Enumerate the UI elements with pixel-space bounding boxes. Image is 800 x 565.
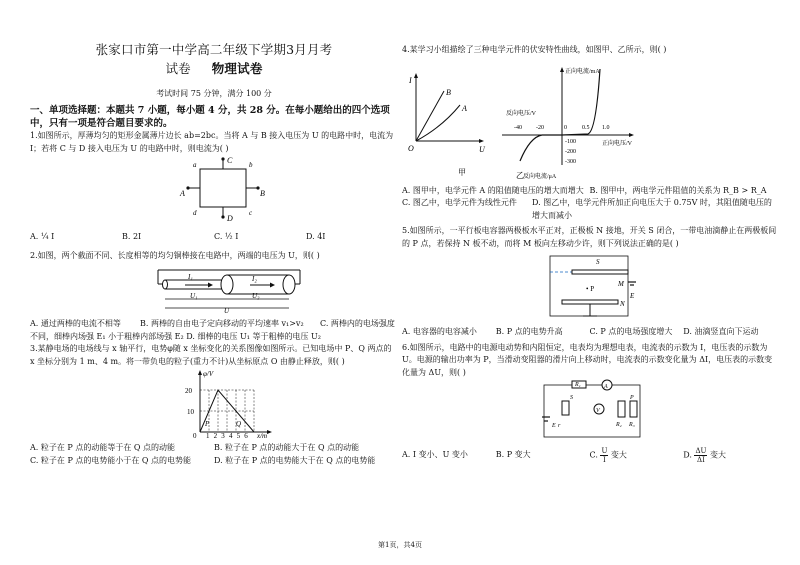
- q6-option-c[interactable]: [590, 447, 684, 464]
- plate-m-label: M: [618, 280, 624, 288]
- title-line-2: [30, 59, 398, 78]
- yi-tick-n100: -100: [565, 138, 576, 145]
- yi-tick-n20: -20: [536, 124, 544, 131]
- question-4-options-row2: [402, 197, 777, 222]
- question-1-figure: [30, 155, 398, 227]
- yi-caption: 乙: [516, 170, 524, 180]
- q6-option-a[interactable]: A. I 变小、U 变小: [402, 450, 468, 460]
- q6-c-numerator: U: [601, 447, 608, 455]
- q6-c-denominator: I: [603, 456, 606, 464]
- phi-axis-arrow: [198, 370, 202, 375]
- jia-caption: 甲: [458, 167, 466, 177]
- label-d-upper: D: [227, 214, 233, 223]
- question-2-figure: [30, 262, 398, 314]
- question-4-options-row1: [402, 185, 777, 198]
- q1-option-d[interactable]: D. 4I: [306, 232, 326, 241]
- label-c-lower: c: [249, 209, 253, 217]
- question-6-text: 6.如图所示，电路中的电源电动势和内阻恒定，电表均为理想电表，电流表的示数为 I，电压表的示数为 U。电源的输出功率为 P，当滑动变阻器的滑片向上移动时，电流表的示数变化量为 ΔI，电压表的示数变化量为 ΔU，则( ): [402, 342, 773, 377]
- exam-title: [30, 40, 398, 78]
- jia-i-label: I: [409, 75, 412, 85]
- label-b-lower: b: [249, 161, 253, 169]
- label-r3: R₃: [629, 422, 635, 428]
- q2-option-c[interactable]: C. 两棒内的电场强度: [320, 319, 395, 328]
- x-label: x/m: [257, 432, 268, 438]
- phi-label: φ/V: [203, 370, 214, 378]
- label-d-lower: d: [193, 209, 197, 217]
- yi-tick-0: 0: [564, 124, 567, 131]
- q2-options-row2[interactable]: 不同，细棒内场强 E₁ 小于粗棒内部场强 E₂ D. 细棒的电压 U₁ 等于粗棒的电压 U₂: [30, 331, 322, 341]
- yi-neg-v-label: 反向电压/V: [506, 110, 537, 117]
- q6-d-denominator: ΔI: [697, 456, 705, 464]
- thick-rod-end: [283, 275, 295, 294]
- figure-yi: [502, 67, 634, 180]
- plate-n: [562, 300, 618, 304]
- question-3-figure: [30, 368, 398, 438]
- label-u1: U₁: [190, 292, 198, 300]
- q5-option-a[interactable]: A. 电容器的电容减小: [402, 327, 477, 336]
- terminal-c-dot: [221, 157, 224, 160]
- yi-top-label: 正向电流/mA: [565, 68, 600, 75]
- thick-rod-front: [221, 275, 233, 294]
- rheostat-r3: [630, 401, 637, 417]
- label-s: S: [570, 395, 573, 401]
- point-p: P: [205, 420, 210, 428]
- q6-d-fraction: [694, 447, 707, 464]
- question-5-options: [402, 326, 777, 339]
- q6-option-b[interactable]: B. P 变大: [495, 450, 531, 460]
- q4-option-a[interactable]: A. 图甲中，电学元件 A 的阻值随电压的增大而增大: [402, 185, 584, 195]
- thin-rod-end: [163, 280, 168, 289]
- label-r: r: [558, 423, 561, 429]
- label-u2: U₂: [252, 292, 260, 300]
- question-2-text: 2.如图，两个截面不同、长度相等的均匀铜棒接在电路中，两端的电压为 U，则( ): [30, 250, 320, 260]
- label-i2: I₂: [252, 275, 257, 283]
- q6-d-prefix: D.: [683, 450, 692, 460]
- point-p-label: • P: [586, 285, 595, 293]
- page-footer: 第1页，共4页: [378, 541, 422, 549]
- label-v: V: [596, 408, 600, 414]
- label-a: A: [604, 384, 608, 390]
- point-q: Q: [236, 420, 242, 428]
- line-b: [416, 91, 444, 141]
- q3-option-b[interactable]: B. 粒子在 P 点的动能大于在 Q 点的动能: [214, 443, 360, 452]
- q1-option-a[interactable]: A. ¼ I: [30, 232, 55, 241]
- left-column: [30, 40, 398, 467]
- q4-option-b[interactable]: B. 图甲中，两电学元件阻值的关系为 R_B > R_A: [589, 185, 767, 195]
- question-3-options-row2: [30, 455, 398, 468]
- q5-option-d[interactable]: D. 油滴竖直向下运动: [683, 327, 759, 336]
- section-heading: 一、单项选择题：本题共 7 小题，每小题 4 分，共 28 分。在每小题给出的四个选项中，只有一项是符合题目要求的。: [30, 105, 390, 129]
- outer-loop: [544, 385, 640, 437]
- q3-option-c[interactable]: C. 粒子在 P 点的电势能小于在 Q 点的电势能: [30, 455, 192, 465]
- q6-d-suffix: 变大: [709, 450, 726, 460]
- q5-option-c[interactable]: C. P 点的电场强度增大: [589, 327, 673, 336]
- label-r2: R₂: [616, 422, 622, 428]
- q6-option-d[interactable]: [683, 447, 777, 464]
- title-part-b: 物理试卷: [211, 61, 263, 76]
- q4-option-d[interactable]: D. 图乙中，电学元件所加正向电压大于 0.75V 时，其阻值随电压的增大而减小: [532, 198, 772, 220]
- jia-u-label: U: [479, 144, 485, 154]
- question-2-options-row1: [30, 318, 398, 331]
- metal-sheet: [200, 169, 246, 207]
- q4-option-c[interactable]: C. 图乙中，电学元件为线性元件: [402, 198, 517, 207]
- exam-info: 考试时间 75 分钟，满分 100 分: [156, 89, 272, 98]
- yi-pos-v-label: 正向电压/V: [602, 140, 633, 147]
- plate-n-label: N: [620, 300, 625, 308]
- q1-option-c[interactable]: C. ½ I: [214, 232, 239, 241]
- plate-m: [572, 270, 628, 274]
- question-5-figure: [402, 250, 777, 322]
- label-p: P: [630, 395, 634, 401]
- x-ticks: 1 2 3 4 5 6: [206, 432, 249, 438]
- terminal-d-dot: [221, 215, 224, 218]
- q1-option-b[interactable]: B. 2I: [122, 232, 142, 241]
- q3-option-a[interactable]: A. 粒子在 P 点的动能等于在 Q 点的动能: [30, 443, 175, 452]
- question-1-options: [30, 231, 398, 244]
- question-6-figure: [402, 379, 777, 443]
- title-line-1: 张家口市第一中学高二年级下学期3月月考: [95, 42, 333, 57]
- resistor-inner: [562, 401, 569, 415]
- curve-a: [416, 105, 460, 141]
- label-a-upper: A: [180, 189, 185, 198]
- jia-a-label: A: [462, 103, 467, 113]
- label-b-upper: B: [260, 189, 265, 198]
- label-c-upper: C: [227, 156, 233, 165]
- yi-tick-n200: -200: [565, 148, 576, 155]
- question-1-text: 1.如图所示，厚薄均匀的矩形金属薄片边长 ab=2bc。当将 A 与 B 接入电压为 U 的电路中时，电流为 I；若将 C 与 D 接入电压为 U 的电路中时，则电流为( ): [30, 131, 394, 153]
- yi-tick-n40: -40: [514, 124, 522, 131]
- figure-jia: [408, 73, 486, 177]
- switch-label: S: [596, 258, 600, 266]
- terminal-a-dot: [186, 186, 189, 189]
- q2-option-b[interactable]: B. 两棒的自由电子定向移动的平均速率 v₁>v₂: [140, 319, 304, 328]
- emf-label: E: [630, 292, 635, 300]
- question-5-text: 5.如图所示，一平行板电容器两极板水平正对，正极板 N 接地，开关 S 闭合，一带电油滴静止在两极板间的 P 点，若保持 N 板不动，而将 M 板向左移动少许，则下列说法正确的是( ): [402, 226, 777, 248]
- yi-bottom-label: 反向电流/μA: [523, 173, 557, 180]
- q5-option-b[interactable]: B. P 点的电势升高: [495, 327, 563, 336]
- label-r1: R₁: [575, 382, 581, 388]
- tick-20: 20: [185, 387, 192, 395]
- q6-c-prefix: C.: [589, 450, 598, 460]
- question-6-options: [402, 447, 777, 464]
- x-axis-arrow: [267, 430, 272, 434]
- right-column: [402, 44, 777, 464]
- label-e: E: [552, 423, 556, 429]
- label-u: U: [224, 307, 230, 314]
- tick-0: 0: [193, 432, 197, 438]
- question-3-options-row1: [30, 442, 398, 455]
- jia-origin: O: [408, 143, 414, 153]
- question-4-figures: [402, 57, 777, 181]
- jia-b-label: B: [446, 87, 451, 97]
- resistor-r2: [618, 401, 625, 417]
- yi-tick-n300: -300: [565, 158, 576, 165]
- title-part-a: 试卷: [165, 61, 191, 76]
- yi-tick-10: 1.0: [602, 124, 610, 131]
- q6-d-numerator: ΔU: [695, 447, 707, 455]
- q6-c-fraction: [600, 447, 608, 464]
- question-3-text: 3.某静电场的电场线与 x 轴平行，电势φ随 x 坐标变化的关系图像如图所示。已知电场中 P、Q 两点的 x 坐标分别为 1 m、4 m。将一带负电的粒子(重力不计)从坐标原点 O 由静止释放，则( ): [30, 344, 392, 366]
- label-a-lower: a: [193, 161, 197, 169]
- question-4-text: 4.某学习小组描绘了三种电学元件的伏安特性曲线，如图甲、乙所示，则( ): [402, 45, 667, 54]
- label-i1: I₁: [188, 273, 193, 281]
- q6-c-suffix: 变大: [610, 450, 627, 460]
- q2-option-a[interactable]: A. 通过两棒的电流不相等: [30, 319, 121, 328]
- yi-tick-05: 0.5: [582, 124, 590, 131]
- tick-10: 10: [187, 408, 194, 416]
- q3-option-d[interactable]: D. 粒子在 P 点的电势能大于在 Q 点的电势能: [214, 455, 376, 465]
